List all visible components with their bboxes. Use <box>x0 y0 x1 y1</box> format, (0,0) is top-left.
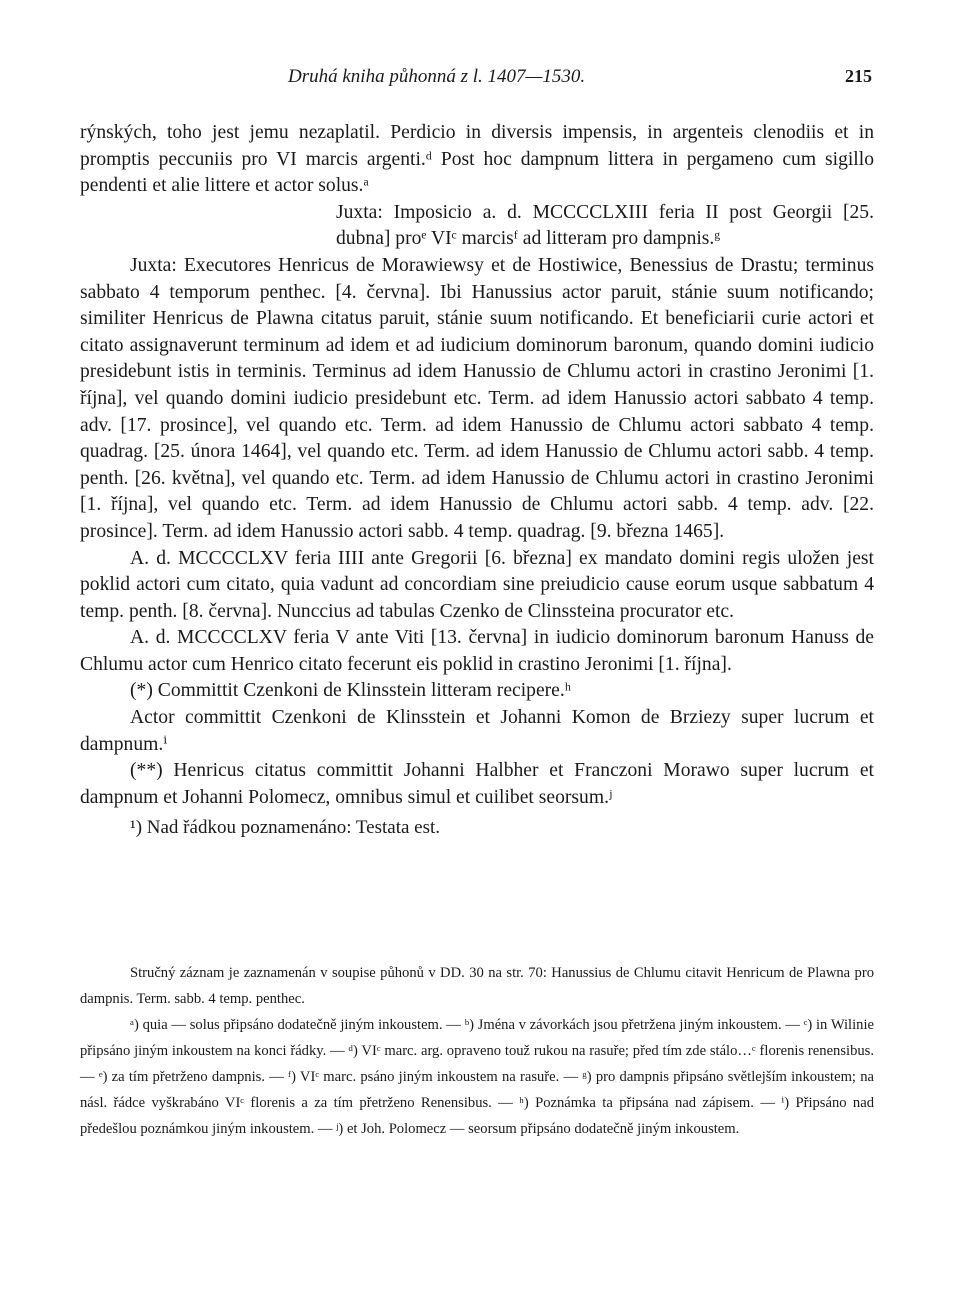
paragraph-commission-3: (**) Henricus citatus committit Johanni Halbher et Franczoni Morawo super lucrum et dampnum et Johanni Polomecz, omnibus simul et cuilibet seorsum.ʲ <box>80 760 874 808</box>
note-summary: Stručný záznam je zaznamenán v soupise půhonů v DD. 30 na str. 70: Hanussius de Chlumu citavit Henricum de Plawna pro dampnis. Term. sabb. 4 temp. penthec. <box>80 965 874 1007</box>
paragraph-juxta-1: Juxta: Imposicio a. d. MCCCCLXIII feria II post Georgii [25. dubna] proᵉ VIᶜ marcisᶠ ad litteram pro dampnis.ᵍ <box>336 201 874 250</box>
note-apparatus: ᵃ) quia — solus připsáno dodatečně jiným inkoustem. — ᵇ) Jména v závorkách jsou přetržena jiným inkoustem. — ᶜ) in Wilinie připsáno jiným inkoustem na konci řádky. — ᵈ) VIᶜ marc. arg. opraveno touž rukou na rasuře; před tím zde stálo…ᶜ florenis renensibus. — ᵉ) za tím přetrženo dampnis. — ᶠ) VIᶜ marc. psáno jiným inkoustem na rasuře. — ᵍ) pro dampnis připsáno světlejším inkoustem; na násl. řádce vyškrabáno VIᶜ florenis a za tím přetrženo Renensibus. — ʰ) Poznámka ta připsána nad zápisem. — ⁱ) Připsáno nad předešlou poznámkou jiným inkoustem. — ʲ) et Joh. Polomecz — seorsum připsáno dodatečně jiným inkoustem. <box>80 1017 874 1137</box>
running-title: Druhá kniha půhonná z l. 1407—1530. <box>288 66 586 87</box>
page-number: 215 <box>845 66 872 86</box>
running-header <box>80 66 872 98</box>
paragraph-commission-1: (*) Committit Czenkoni de Klinsstein litteram recipere.ʰ <box>130 680 572 702</box>
footnote-1: ¹) Nad řádkou poznamenáno: Testata est. <box>130 817 441 839</box>
paragraph-1: rýnských, toho jest jemu nezaplatil. Perdicio in diversis impensis, in argenteis clenodiis et in promptis peccuniis pro VI marcis argenti.ᵈ Post hoc dampnum littera in pergameno cum sigillo pendenti et alie littere et actor solus.ᵃ <box>80 122 874 197</box>
main-text <box>80 120 874 842</box>
critical-apparatus <box>80 960 874 1142</box>
paragraph-juxta-2: Juxta: Executores Henricus de Morawiewsy et de Hostiwice, Benessius de Drastu; terminus sabbato 4 temporum penthec. [4. června]. Ibi Hanussius actor paruit, stánie suum notificando; similiter Henricus de Plawna citatus paruit, stánie suum notificando. Et beneficiarii curie actori et citato assignaverunt terminum ad idem et ad iudicium dominorum baronum, quando domini iudicio presidebunt istis in terminis. Terminus ad idem Hanussio de Chlumu actori in crastino Jeronimi [1. října], vel quando domini iudicio presidebunt etc. Term. ad idem Hanussio actori sabbato 4 temp. adv. [17. prosince], vel quando etc. Term. ad idem Hanussio de Chlumu actori sabbato 4 temp. quadrag. [25. února 1464], vel quando etc. Term. ad idem Hanussio de Chlumu actori sabb. 4 temp. penth. [26. května], vel quando etc. Term. ad idem Hanussio de Chlumu actori in crastino Jeronimi [1. října], vel quando etc. Term. ad idem Hanussio de Chlumu actori sabb. 4 temp. adv. [22. prosince]. Term. ad idem Hanussio actori sabb. 4 temp. quadrag. [9. března 1465]. <box>80 254 874 542</box>
paragraph-iudicium: A. d. MCCCCLXV feria V ante Viti [13. června] in iudicio dominorum baronum Hanuss de Chlumu actor cum Henrico citato fecerunt eis poklid in crastino Jeronimi [1. října]. <box>80 627 874 675</box>
paragraph-poklid: A. d. MCCCCLXV feria IIII ante Gregorii [6. března] ex mandato domini regis uložen jest poklid actori cum citato, quia vadunt ad concordiam sine preiudicio cause eorum usque sabbatum 4 temp. penth. [8. června]. Nunccius ad tabulas Czenko de Clinssteina procurator etc. <box>80 547 874 622</box>
paragraph-commission-2: Actor committit Czenkoni de Klinsstein et Johanni Komon de Brziezy super lucrum et dampnum.ⁱ <box>80 707 874 755</box>
